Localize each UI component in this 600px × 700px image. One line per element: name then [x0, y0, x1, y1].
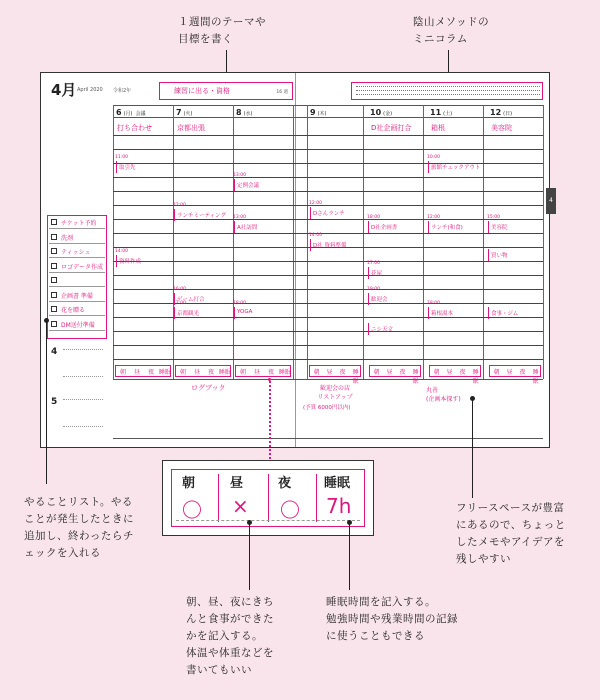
schedule-entry: ニシ天文	[371, 327, 394, 333]
day-weekday: (土)	[443, 111, 453, 117]
zoom-mark-morning: 〇	[182, 498, 202, 522]
schedule-entry: ランチミーティング	[177, 213, 226, 219]
theme-callout: １週間のテーマや 目標を書く	[178, 16, 266, 45]
schedule-entry: ゲーム打合	[177, 297, 205, 303]
meal-sleep-row	[489, 365, 541, 385]
schedule-time: 14:00	[309, 233, 322, 238]
meal-header: 朝	[373, 369, 380, 376]
schedule-entry: 取引先	[119, 165, 136, 171]
day-note: 京都出張	[177, 124, 205, 132]
day-note: 打ち合わせ	[117, 124, 152, 132]
todo-item: チケット予約	[61, 220, 97, 227]
schedule-time: 15:00	[487, 215, 500, 220]
left-day-header	[116, 108, 146, 117]
sleep-callout: 睡眠時間を記入する。 勉強時間や残業時間の記録 に使うこともできる	[326, 596, 458, 642]
todo-checkbox[interactable]	[51, 277, 57, 283]
meal-header: 朝	[119, 369, 126, 376]
meal-header: 朝	[313, 369, 320, 376]
day-note: 箱根	[431, 124, 445, 132]
month-index-tab[interactable]: 4	[546, 188, 556, 214]
schedule-entry: Dさんランチ	[313, 211, 345, 217]
day-date: 10	[370, 108, 382, 117]
schedule-time: 16:00	[173, 287, 186, 292]
meal-header: 睡眠	[279, 369, 292, 376]
schedule-time: 10:00	[427, 155, 440, 160]
note-logbook: ログブック	[191, 384, 226, 392]
meal-header: 夜	[207, 369, 214, 376]
mini-cal-april: 4	[51, 347, 58, 357]
zoom-mark-sleep: 7h	[326, 494, 352, 518]
schedule-time: 12:00	[309, 201, 322, 206]
schedule-entry: YOGA	[237, 309, 253, 315]
todo-item: 花を贈る	[61, 307, 86, 314]
weekly-planner	[40, 72, 550, 448]
schedule-entry: A社訪問	[237, 225, 258, 231]
left-day-header	[236, 108, 255, 117]
schedule-entry: 買い物	[491, 253, 508, 259]
day-weekday: (水)	[243, 111, 253, 117]
note-welcome-party: 歓迎会の店 リストアップ	[317, 385, 353, 401]
meal-header: 昼	[133, 369, 140, 376]
day-memo: 会議	[135, 111, 146, 117]
meal-header: 朝	[179, 369, 186, 376]
note-maruzen: 丸善 (企画本探す)	[426, 387, 461, 403]
era-label: 令和2年	[113, 88, 132, 94]
schedule-time: 12:00	[173, 203, 186, 208]
todo-checkbox[interactable]	[51, 321, 57, 327]
meal-header: 昼	[506, 369, 513, 376]
day-date: 7	[176, 108, 182, 117]
mini-column-box	[351, 82, 543, 100]
meal-header: 睡眠	[352, 369, 359, 385]
schedule-time: 17:00	[173, 301, 186, 306]
todo-item: ロゴデータ作成	[61, 263, 104, 271]
meal-header: 朝	[433, 369, 440, 376]
schedule-time: 11:00	[115, 155, 128, 160]
todo-checkbox[interactable]	[51, 292, 57, 298]
note-budget: (予算 6000円以内)	[303, 405, 351, 411]
todo-item: DM送付準備	[61, 321, 95, 329]
schedule-time: 18:00	[367, 215, 380, 220]
day-weekday: (金)	[383, 111, 393, 117]
meal-header: 夜	[459, 369, 466, 376]
meal-header: 睡眠	[472, 369, 479, 385]
day-weekday: (火)	[183, 111, 193, 117]
right-day-header	[370, 108, 395, 117]
schedule-entry: 花屋	[371, 271, 383, 277]
meal-header: 昼	[193, 369, 200, 376]
schedule-entry: 歓迎会	[371, 297, 388, 303]
meal-header: 夜	[519, 369, 526, 376]
day-note: D社企画打合	[371, 124, 412, 132]
meal-header: 朝	[239, 369, 246, 376]
todo-checkbox[interactable]	[51, 306, 57, 312]
zoom-label-night: 夜	[278, 476, 292, 491]
schedule-entry: 美容院	[491, 225, 508, 231]
day-weekday: (日)	[503, 111, 513, 117]
schedule-entry: 食事・ジム	[491, 311, 519, 317]
right-day-header	[490, 108, 515, 117]
meal-sleep-zoom	[162, 460, 374, 536]
year-label: April 2020	[77, 87, 103, 93]
day-note: 美容院	[491, 124, 512, 132]
day-weekday: (木)	[317, 111, 327, 117]
schedule-entry: 箱根湯本	[431, 311, 454, 317]
schedule-entry: D社企画書	[371, 225, 398, 231]
schedule-time: 18:00	[233, 301, 246, 306]
day-date: 8	[236, 108, 242, 117]
meal-sleep-row	[369, 365, 421, 385]
zoom-label-noon: 昼	[230, 476, 244, 491]
zoom-label-sleep: 睡眠	[324, 476, 351, 491]
month-label: 4月	[51, 81, 77, 99]
meal-header: 睡眠	[159, 369, 172, 376]
meal-sleep-row	[429, 365, 481, 385]
day-date: 12	[490, 108, 502, 117]
schedule-entry: 旅館チェックアウト	[431, 165, 481, 171]
meal-sleep-row	[235, 365, 291, 377]
meal-header: 昼	[253, 369, 260, 376]
meal-sleep-row	[175, 365, 231, 377]
meal-header: 夜	[147, 369, 154, 376]
todo-checkbox[interactable]	[51, 248, 57, 254]
schedule-time: 13:00	[233, 173, 246, 178]
schedule-time: 17:00	[367, 261, 380, 266]
day-date: 9	[310, 108, 316, 117]
meal-header: 夜	[399, 369, 406, 376]
right-day-header	[310, 108, 329, 117]
schedule-entry: ランチ(和食)	[431, 225, 463, 231]
day-date: 11	[430, 108, 442, 117]
mini-cal-may: 5	[51, 397, 58, 407]
schedule-entry: 定例会議	[237, 183, 260, 189]
right-day-header	[430, 108, 455, 117]
zoom-label-morning: 朝	[182, 476, 196, 491]
zoom-mark-noon: ×	[232, 494, 249, 518]
meal-sleep-row	[115, 365, 171, 377]
schedule-entry: D社 資料準備	[313, 243, 347, 249]
schedule-time: 13:00	[233, 215, 246, 220]
schedule-entry: 京都観光	[177, 311, 200, 317]
todo-item: ティッシュ	[61, 249, 91, 256]
meal-header: 夜	[267, 369, 274, 376]
meal-header: 睡眠	[412, 369, 419, 385]
todo-checkbox[interactable]	[51, 219, 57, 225]
todo-checkbox[interactable]	[51, 234, 57, 240]
meals-callout: 朝、昼、夜にきち んと食事ができた かを記入する。 体温や体重などを 書いてもいい	[186, 596, 274, 676]
meal-header: 睡眠	[532, 369, 539, 385]
meal-header: 昼	[326, 369, 333, 376]
todo-item: 洗剤	[61, 234, 74, 242]
schedule-time: 12:00	[427, 215, 440, 220]
todo-checkbox[interactable]	[51, 263, 57, 269]
meal-header: 昼	[386, 369, 393, 376]
meal-header: 夜	[339, 369, 346, 376]
meal-sleep-row	[309, 365, 361, 385]
meal-header: 昼	[446, 369, 453, 376]
column-callout: 陰山メソッドの ミニコラム	[413, 16, 490, 45]
free-space-callout: フリースペースが豊富 にあるので、ちょっと したメモやアイデアを 残しやすい	[456, 502, 566, 565]
day-weekday: (月)	[123, 111, 133, 117]
meal-header: 朝	[493, 369, 500, 376]
schedule-time: 18:00	[427, 301, 440, 306]
week-theme-box: 練習に出る・資格 16 週	[159, 82, 293, 100]
day-date: 6	[116, 108, 122, 117]
zoom-mark-night: 〇	[280, 498, 300, 522]
left-day-header	[176, 108, 195, 117]
meal-header: 睡眠	[219, 369, 232, 376]
todo-item: 企画書 準備	[61, 292, 93, 300]
schedule-time: 19:00	[367, 287, 380, 292]
schedule-time: 14:00	[115, 249, 128, 254]
todo-callout: やることリスト。やる ことが発生したときに 追加し、終わったらチ ェックを入れる	[24, 496, 134, 559]
schedule-entry: 資料作成	[119, 259, 142, 265]
